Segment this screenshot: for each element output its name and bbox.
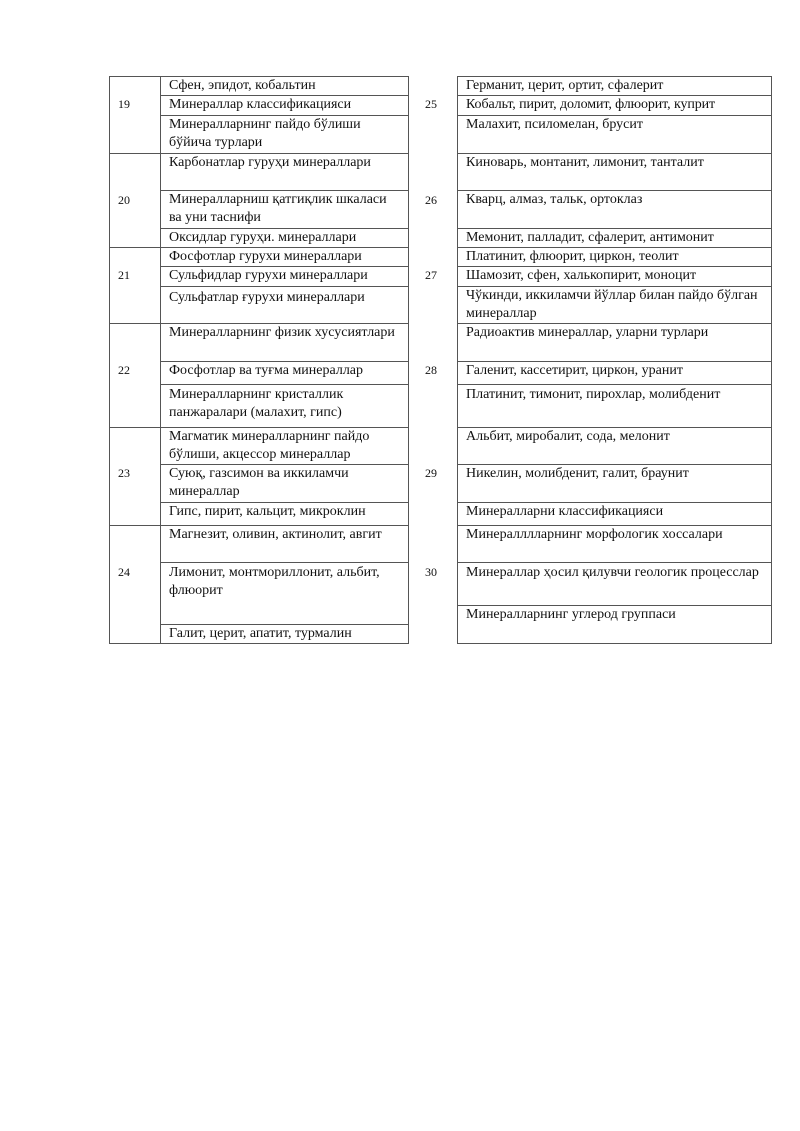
- topic-item: Минералларнинг кристаллик панжаралари (малахит, гипс): [169, 387, 344, 420]
- table-border: [771, 76, 772, 644]
- topic-item: Чўкинди, иккиламчи йўллар билан пайдо бўлган минераллар: [466, 288, 758, 321]
- topic-item: Платинит, тимонит, пирохлар, молибденит: [466, 387, 721, 402]
- topic-item: Галенит, кассетирит, циркон, уранит: [466, 363, 683, 378]
- item-separator: [160, 384, 409, 385]
- topic-item: Минераллар классификацияси: [169, 97, 352, 112]
- table-border: [109, 643, 409, 644]
- topic-item: Гипс, пирит, кальцит, микроклин: [169, 504, 366, 519]
- topic-item: Суюқ, газсимон ва иккиламчи минераллар: [169, 466, 349, 499]
- topic-item: Минералллларнинг морфологик хоссалари: [466, 527, 723, 542]
- ticket-number: 23: [118, 466, 130, 480]
- topic-item: Магматик минералларнинг пайдо бўлиши, акцессор минераллар: [169, 429, 370, 462]
- ticket-number: 19: [118, 97, 130, 111]
- topic-item: Радиоактив минераллар, уларни турлари: [466, 325, 709, 340]
- table-border: [109, 76, 110, 644]
- topic-item: Лимонит, монтмориллонит, альбит, флюорит: [169, 565, 380, 598]
- topic-item: Кобальт, пирит, доломит, флюорит, куприт: [466, 97, 716, 112]
- topic-item: Галит, церит, апатит, турмалин: [169, 626, 352, 641]
- item-separator: [457, 384, 772, 385]
- topic-item: Минералларнинг углерод группаси: [466, 607, 676, 622]
- topic-item: Карбонатлар гуруҳи минераллари: [169, 155, 371, 170]
- ticket-number: 30: [425, 565, 437, 579]
- topics-table: [109, 76, 772, 644]
- topic-item: Минераллар ҳосил қилувчи геологик процесслар: [466, 565, 759, 580]
- ticket-number: 29: [425, 466, 437, 480]
- topic-item: Мемонит, палладит, сфалерит, антимонит: [466, 230, 714, 245]
- topic-item: Шамозит, сфен, халькопирит, моноцит: [466, 268, 697, 283]
- topic-item: Минералларни классификацияси: [466, 504, 664, 519]
- ticket-number: 25: [425, 97, 437, 111]
- ticket-number: 24: [118, 565, 130, 579]
- topic-item: Минералларниш қатгиқлик шкаласи ва уни таснифи: [169, 192, 387, 225]
- topic-item: Минералларнинг пайдо бўлиши бўйича турлари: [169, 117, 361, 150]
- topic-item: Никелин, молибденит, галит, браунит: [466, 466, 689, 481]
- item-separator: [457, 562, 772, 563]
- topic-item: Сульфидлар гурухи минераллари: [169, 268, 368, 283]
- topic-item: Минералларнинг физик хусусиятлари: [169, 325, 395, 340]
- topic-item: Магнезит, оливин, актинолит, авгит: [169, 527, 382, 542]
- ticket-number: 21: [118, 268, 130, 282]
- item-separator: [160, 286, 409, 287]
- item-separator: [160, 562, 409, 563]
- topic-item: Германит, церит, ортит, сфалерит: [466, 78, 664, 93]
- ticket-number: 27: [425, 268, 437, 282]
- topic-item: Сфен, эпидот, кобальтин: [169, 78, 316, 93]
- ticket-number: 20: [118, 193, 130, 207]
- topic-item: Альбит, миробалит, сода, мелонит: [466, 429, 670, 444]
- ticket-number: 26: [425, 193, 437, 207]
- topic-item: Кварц, алмаз, тальк, ортоклаз: [466, 192, 643, 207]
- topic-item: Малахит, псиломелан, брусит: [466, 117, 643, 132]
- ticket-number: 22: [118, 363, 130, 377]
- topic-item: Фосфотлар ва туғма минераллар: [169, 363, 364, 378]
- table-border: [457, 643, 772, 644]
- ticket-number: 28: [425, 363, 437, 377]
- topic-item: Платинит, флюорит, циркон, теолит: [466, 249, 679, 264]
- topic-item: Фосфотлар гурухи минераллари: [169, 249, 362, 264]
- topic-item: Сульфатлар ғурухи минераллари: [169, 290, 365, 305]
- table-border: [408, 76, 409, 644]
- topic-item: Киноварь, монтанит, лимонит, танталит: [466, 155, 704, 170]
- topic-item: Оксидлар гуруҳи. минераллари: [169, 230, 357, 245]
